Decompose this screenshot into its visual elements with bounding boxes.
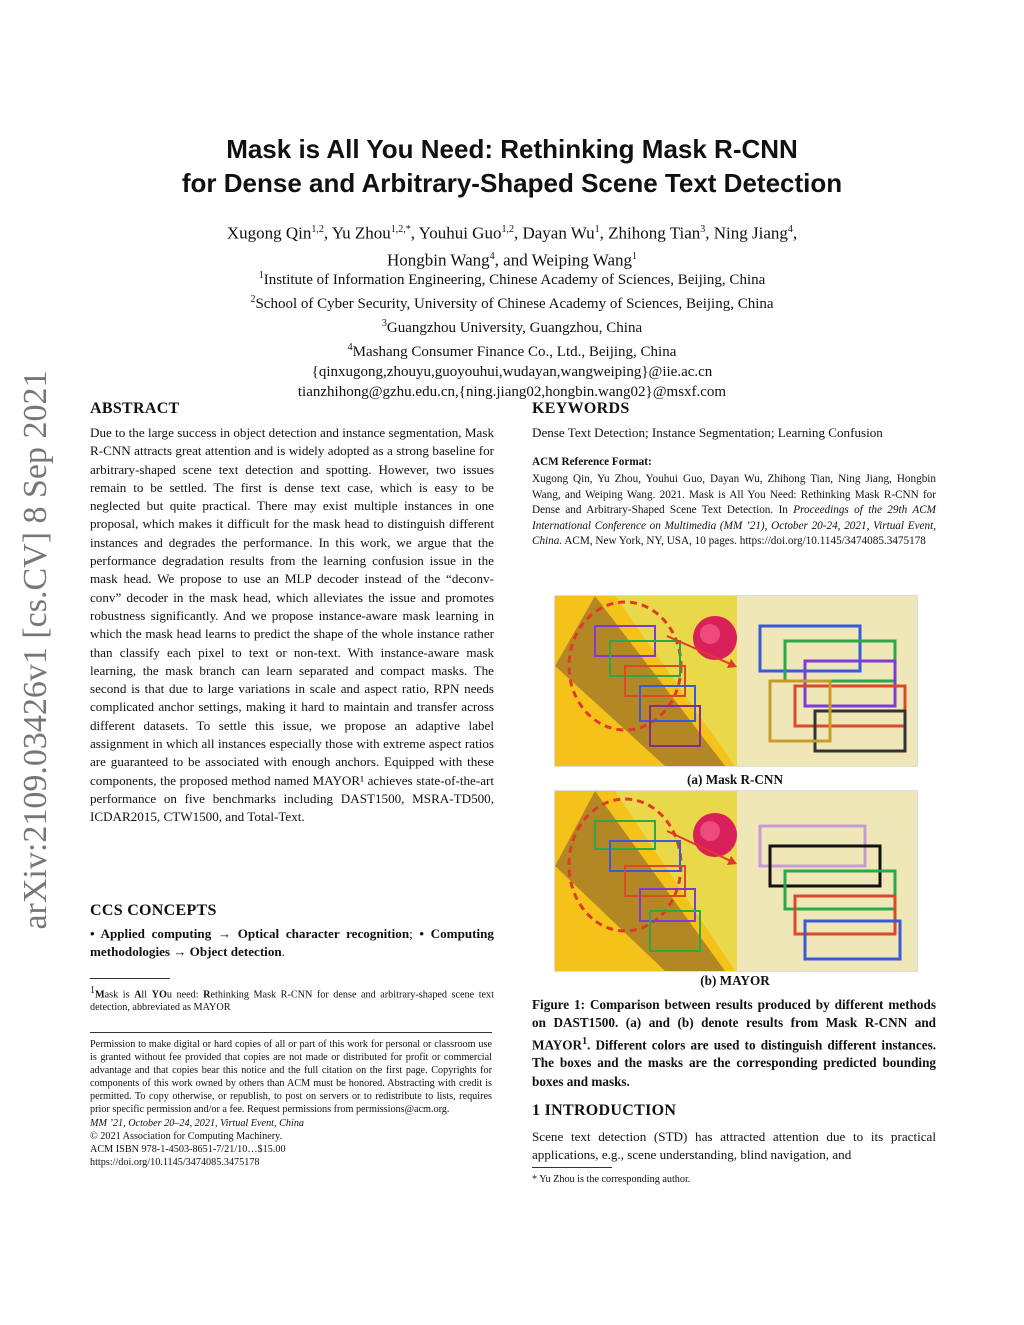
copyright-line: © 2021 Association for Computing Machinery. <box>90 1130 283 1142</box>
ccs-concepts: • Applied computing → Optical character recognition; • Computing methodologies → Object detection. <box>90 926 494 960</box>
permission-rule <box>90 1032 492 1033</box>
figure-1b-image <box>554 790 918 972</box>
acm-ref-heading: ACM Reference Format: <box>532 456 652 468</box>
affiliation-1: $^1$Institute of Information Engineering, Chinese Academy of Sciences, Beijing, China <box>258 270 766 288</box>
intro-text: Scene text detection (STD) has attracted attention due to its practical applications, e.g., scene understanding, blind navigation, and <box>532 1129 936 1163</box>
affiliation-2: $^2$School of Cyber Security, University of Chinese Academy of Sciences, Beijing, China <box>250 294 774 312</box>
permission-block <box>90 1038 492 1169</box>
permission-text: Permission to make digital or hard copies of all or part of this work for personal or classroom use is granted without fee provided that copies are not made or distributed for profit or commercial advantage and that copies bear this notice and the full citation on the first page. Copyrights for components of this work owned by others than ACM must be honored. Abstracting with credit is permitted. To copy otherwise, or republish, to post on servers or to redistribute to lists, requires prior specific permission and/or a fee. Request permissions from permissions@acm.org. <box>90 1039 492 1116</box>
abstract-heading: ABSTRACT <box>90 400 180 417</box>
intro-heading: 1 INTRODUCTION <box>532 1102 677 1119</box>
isbn-line: ACM ISBN 978-1-4503-8651-7/21/10…$15.00 <box>90 1143 286 1155</box>
title-line-1: Mask is All You Need: Rethinking Mask R-CNN <box>226 134 798 164</box>
figure-1a-label: (a) Mask R-CNN <box>687 772 783 787</box>
keywords-heading: KEYWORDS <box>532 400 630 417</box>
figure-1-caption: Figure 1: Comparison between results produced by different methods on DAST1500. (a) and (b) denote results from Mask R-CNN and MAYOR$^1$. Different colors are used to distinguish different instances. The boxes and the masks are the corresponding predicted bounding boxes and masks. <box>532 997 936 1089</box>
figure-1a-svg <box>555 596 917 766</box>
arxiv-stamp <box>12 370 60 930</box>
abstract-text: Due to the large success in object detection and instance segmentation, Mask R-CNN attracts great attention and is widely adopted as a strong baseline for arbitrary-shaped scene text detection and spotting. However, two issues remain to be settled. The first is dense text case, which is easy to be neglected but quite practical. There may exist multiple instances in one proposal, which makes it difficult for the mask head to distinguish different instances and degrades the performance. In this work, we argue that the performance degradation results from the learning confusion issue in the mask head. We propose to use an MLP decoder instead of the “deconv-conv” decoder in the mask head, which alleviates the issue and promotes robustness significantly. And we propose instance-aware mask learning in which the mask head learns to predict the shape of the whole instance rather than classify each pixel to text or non-text. With instance-aware mask learning, the mask branch can learn separated and compact masks. The second is that due to large variations in scale and aspect ratio, RPN needs complicated anchor settings, making it hard to maintain and transfer across different datasets. To settle this issue, we propose an adaptive label assignment in which all instances especially those with extreme aspect ratios are guaranteed to be associated with enough anchors. Equipped with these components, the proposed method named MAYOR¹ achieves state-of-the-art performance on five benchmarks including DAST1500, MSRA-TD500, ICDAR2015, CTW1500, and Total-Text. <box>90 425 494 825</box>
figure-1b-label: (b) MAYOR <box>700 973 770 988</box>
fig-b-zoom-panel <box>737 791 917 971</box>
venue-line: MM ’21, October 20–24, 2021, Virtual Event, China <box>90 1117 305 1129</box>
email-line-2: tianzhihong@gzhu.edu.cn,{ning.jiang02,hongbin.wang02}@msxf.com <box>297 384 727 400</box>
email-line-1: {qinxugong,zhouyu,guoyouhui,wudayan,wangweiping}@iie.ac.cn <box>311 364 713 380</box>
affiliations <box>120 266 904 402</box>
corresponding-rule <box>532 1167 612 1168</box>
title-line-2: for Dense and Arbitrary-Shaped Scene Text Detection <box>181 168 843 198</box>
paper-title <box>0 132 1024 200</box>
rose-highlight-icon <box>700 624 720 644</box>
authors-line-2: Hongbin Wang$^4$, and Weiping Wang$^1$ <box>386 250 638 270</box>
doi-line: https://doi.org/10.1145/3474085.3475178 <box>90 1156 260 1168</box>
keywords-text: Dense Text Detection; Instance Segmentation; Learning Confusion <box>532 425 883 440</box>
acm-ref-text: Xugong Qin, Yu Zhou, Youhui Guo, Dayan Wu, Zhihong Tian, Ning Jiang, Hongbin Wang, and Weiping Wang. 2021. Mask is All You Need: Rethinking Mask R-CNN for Dense and Arbitrary-Shaped Scene Text Detection. In Proceedings of the 29th ACM International Conference on Multimedia (MM ’21), October 20-24, 2021, Virtual Event, China. ACM, New York, NY, USA, 10 pages. https://doi.org/10.1145/3474085.3475178 <box>532 473 936 548</box>
ccs-heading: CCS CONCEPTS <box>90 902 217 919</box>
footnote-mayor: $^1$Mask is All YOu need: Rethinking Mask R-CNN for dense and arbitrary-shaped scene text detection, abbreviated as MAYOR <box>90 985 494 1014</box>
footnote-rule <box>90 978 170 979</box>
rose-highlight-icon <box>700 821 720 841</box>
authors-line-1: Xugong Qin$^{1,2}$, Yu Zhou$^{1,2,*}$, Youhui Guo$^{1,2}$, Dayan Wu$^1$, Zhihong Tian$^3$, Ning Jiang$^4$, <box>226 223 798 243</box>
arxiv-stamp-text: arXiv:2109.03426v1 [cs.CV] 8 Sep 2021 <box>17 370 54 930</box>
figure-1b-svg <box>555 791 917 971</box>
figure-1a-image <box>554 595 918 767</box>
author-list <box>120 218 904 271</box>
affiliation-3: $^3$Guangzhou University, Guangzhou, China <box>381 318 643 336</box>
footnote-corresponding: * Yu Zhou is the corresponding author. <box>532 1174 691 1185</box>
affiliation-4: $^4$Mashang Consumer Finance Co., Ltd., Beijing, China <box>347 342 677 360</box>
